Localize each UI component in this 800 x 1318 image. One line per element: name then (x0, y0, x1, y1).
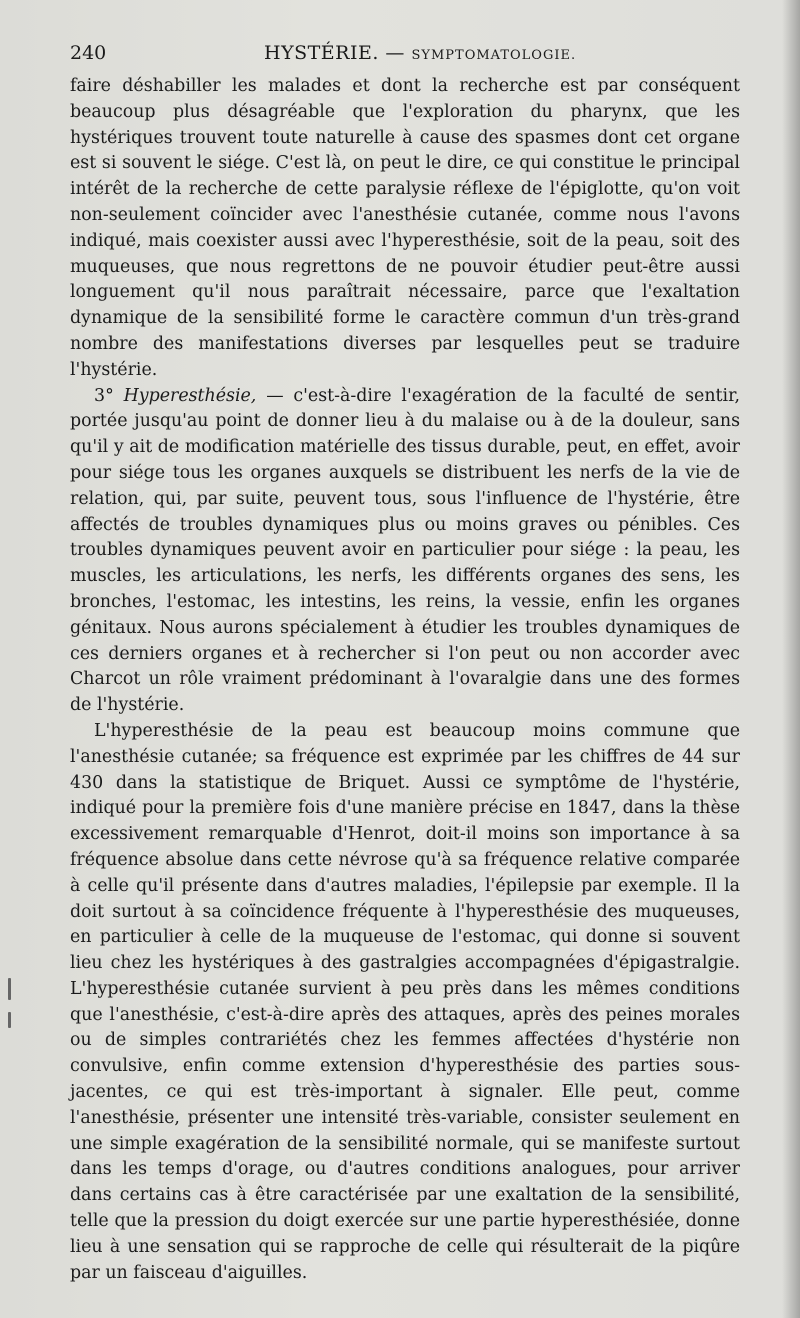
paragraph-skin-hyperesthesia: L'hyperesthésie de la peau est beaucoup moins commune que l'anesthésie cutanée; sa fréquence est exprimée par les chiffres de 44 sur 430 dans la statistique de Briquet. Aussi ce symptôme de l'hystérie, indiqué pour la première fois d'une manière précise en 1847, dans la thèse excessivement remarquable d'Henrot, doit-il moins son importance à sa fréquence absolue dans cette névrose qu'à sa fréquence relative comparée à celle qu'il présente dans d'autres maladies, l'épilepsie par exemple. Il la doit surtout à sa coïncidence fréquente à l'hyperesthésie des muqueuses, en particulier à celle de la muqueuse de l'estomac, qui donne si souvent lieu chez les hystériques à des gastralgies accompagnées d'épigastralgie. L'hyperesthésie cutanée survient à peu près dans les mêmes conditions que l'anesthésie, c'est-à-dire après des attaques, après des peines morales ou de simples contrariétés chez les femmes affectées d'hystérie non convulsive, enfin comme extension d'hyperesthésie des parties sous-jacentes, ce qui est très-important à signaler. Elle peut, comme l'anesthésie, présenter une intensité très-variable, consister seulement en une simple exagération de la sensibilité normale, qui se manifeste surtout dans les temps d'orage, ou d'autres conditions analogues, pour arriver dans certains cas à être caractérisée par une exaltation de la sensibilité, telle que la pression du doigt exercée sur une partie hyperesthésiée, donne lieu à une sensation qui se rapproche de celle qui résulterait de la piqûre par un faisceau d'aiguilles. (70, 720, 740, 1283)
page-number: 240 (70, 42, 107, 64)
page-header (70, 42, 740, 72)
section-text: — c'est-à-dire l'exagération de la faculté de sentir, portée jusqu'au point de donner lieu à du malaise ou à de la douleur, sans qu'il y ait de modification matérielle des tissus durable, peut, en effet, avoir pour siége tous les organes auxquels se distribuent les nerfs de la vie de relation, qui, par suite, peuvent tous, sous l'influence de l'hystérie, être affectés de troubles dynamiques plus ou moins graves ou pénibles. Ces troubles dynamiques peuvent avoir en particulier pour siége : la peau, les muscles, les articulations, les nerfs, les différents organes des sens, les bronches, l'estomac, les intestins, les reins, la vessie, enfin les organes génitaux. Nous aurons spécialement à étudier les troubles dynamiques de ces derniers organes et à rechercher si l'on peut ou non accorder avec Charcot un rôle vraiment prédominant à l'ovaralgie dans une des formes de l'hystérie. (70, 385, 740, 716)
page-edge-shadow (782, 0, 800, 1318)
running-title (264, 42, 576, 64)
margin-mark-upper (8, 978, 11, 1000)
running-title-main: HYSTÉRIE. — (264, 42, 405, 64)
paragraph-hyperesthesie (70, 384, 740, 719)
section-term: Hyperesthésie, (123, 385, 257, 406)
margin-mark-lower (8, 1012, 11, 1028)
running-title-subtitle: SYMPTOMATOLOGIE. (411, 48, 577, 63)
section-number: 3° (94, 385, 114, 406)
body-text (70, 74, 740, 1286)
paragraph-continuation: faire déshabiller les malades et dont la recherche est par conséquent beaucoup plus désagréable que l'exploration du pharynx, que les hystériques trouvent toute naturelle à cause des spasmes dont cet organe est si souvent le siége. C'est là, on peut le dire, ce qui constitue le principal intérêt de la recherche de cette paralysie réflexe de l'épiglotte, qu'on voit non-seulement coïncider avec l'anesthésie cutanée, comme nous l'avons indiqué, mais coexister aussi avec l'hyperesthésie, soit de la peau, soit des muqueuses, que nous regrettons de ne pouvoir étudier peut-être aussi longuement qu'il nous paraîtrait nécessaire, parce que l'exaltation dynamique de la sensibilité forme le caractère commun d'un très-grand nombre des manifestations diverses par lesquelles peut se traduire l'hystérie. (70, 76, 740, 380)
